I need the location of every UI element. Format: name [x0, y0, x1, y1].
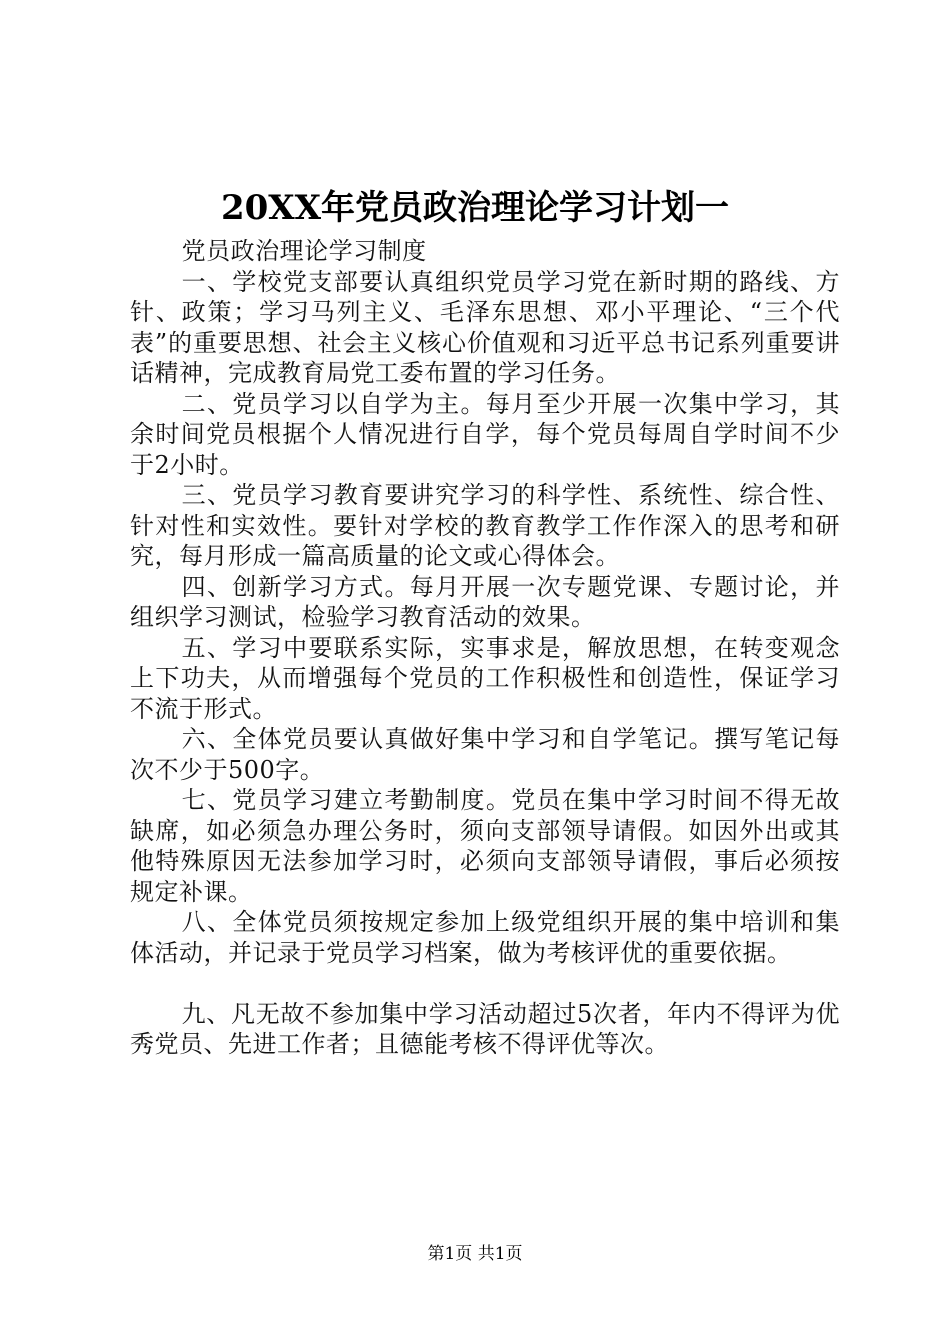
paragraph-4: 四、创新学习方式。每月开展一次专题党课、专题讨论，并组织学习测试，检验学习教育活动的效果。 [130, 572, 840, 631]
paragraph-6: 六、全体党员要认真做好集中学习和自学笔记。撰写笔记每次不少于500字。 [130, 725, 840, 784]
page-number-footer: 第1页 共1页 [427, 1244, 523, 1264]
paragraph-9: 九、凡无故不参加集中学习活动超过5次者，年内不得评为优秀党员、先进工作者；且德能考核不得评优等次。 [130, 999, 840, 1058]
document-title: 20XX年党员政治理论学习计划一 [220, 188, 730, 228]
paragraph-5: 五、学习中要联系实际，实事求是，解放思想，在转变观念上下功夫，从而增强每个党员的工作积极性和创造性，保证学习不流于形式。 [130, 633, 840, 723]
document-body [130, 236, 840, 1060]
paragraph-7: 七、党员学习建立考勤制度。党员在集中学习时间不得无故缺席，如必须急办理公务时，须向支部领导请假。如因外出或其他特殊原因无法参加学习时，必须向支部领导请假，事后必须按规定补课。 [130, 786, 840, 906]
paragraph-3: 三、党员学习教育要讲究学习的科学性、系统性、综合性、针对性和实效性。要针对学校的教育教学工作作深入的思考和研究，每月形成一篇高质量的论文或心得体会。 [130, 481, 840, 570]
paragraph-2: 二、党员学习以自学为主。每月至少开展一次集中学习，其余时间党员根据个人情况进行自学，每个党员每周自学时间不少于2小时。 [130, 389, 840, 479]
paragraph-8: 八、全体党员须按规定参加上级党组织开展的集中培训和集体活动，并记录于党员学习档案，做为考核评优的重要依据。 [130, 908, 840, 967]
paragraph-1: 一、学校党支部要认真组织党员学习党在新时期的路线、方针、政策；学习马列主义、毛泽东思想、邓小平理论、“三个代表”的重要思想、社会主义核心价值观和习近平总书记系列重要讲话精神，完成教育局党工委布置的学习任务。 [130, 267, 840, 387]
section-heading: 党员政治理论学习制度 [181, 237, 427, 265]
